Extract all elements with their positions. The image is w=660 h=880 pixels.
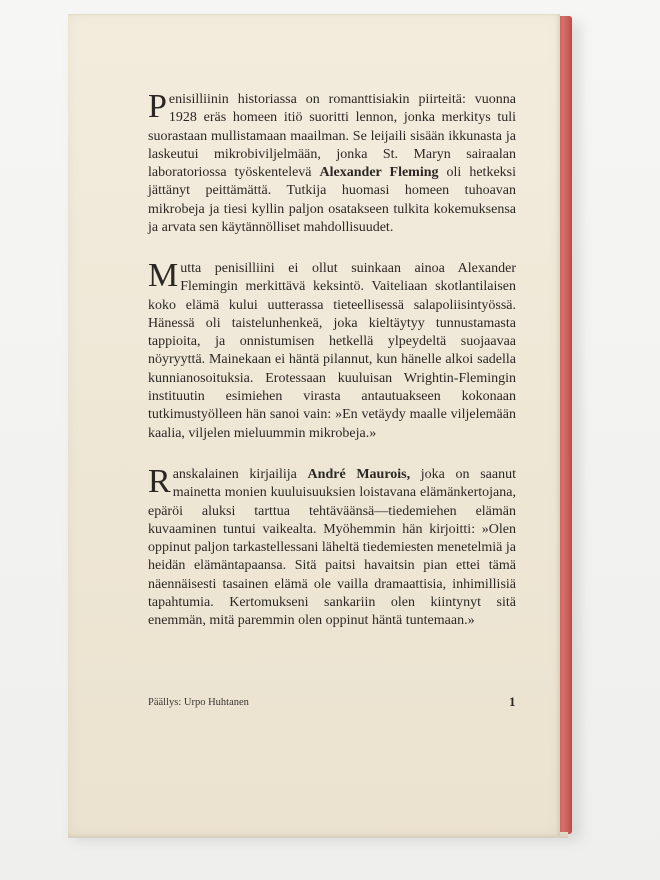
blurb-paragraph-1 xyxy=(148,88,516,237)
emphasis-name: André Maurois, xyxy=(307,467,411,482)
paragraph-text: oli hetkeksi jättänyt peittämättä. Tutkija huomasi homeen tuhoavan mikrobeja ja tiesi kyllin paljon osatakseen tulkita kokemuksensa ja arvata sen käytännölliset mahdollisuudet. xyxy=(148,165,516,236)
paragraph-text: utta penisilliini ei ollut suinkaan ainoa Alexander Flemingin merkittävä keksintö. Vaiteliaan skotlantilaisen koko elämä kului uutterassa tieteellisessä salapoliisintyössä. Hänessä oli taistelunhenkeä, joka kieltäytyy tunnustamasta tappioita, ja onnistumisen hetkellä ylpeydeltä suojaavaa nöyryyttä. Mainekaan ei häntä pilannut, kun hänelle alkoi sadella kunnianosoituksia. Erotessaan kuuluisan Wrightin-Flemingin instituutin esimiehen virasta antautuakseen kokonaan tutkimustyölleen hän sanoi vain: »En vetäydy maalle viljelemään kaalia, viljelen mieluummin mikrobeja.» xyxy=(148,261,516,441)
paragraph-text: joka on saanut mainetta monien kuuluisuuksien loistavana elämänkertojana, epäröi aluksi tarttua tehtäväänsä—tiedemiehen elämän kuvaaminen tuntui vaikealta. Myöhemmin hän kirjoitti: »Olen oppinut paljon tarkastellessani läheltä tiedemiesten menetelmiä ja heidän elämäntapaansa. Sitä paitsi havaitsin pian ettei tämä näennäisesti tasainen elämä ole vailla dramaattisia, inhimillisiä tapahtumia. Kertomukseni sankariin olen kiintynyt sitä enemmän, mitä paremmin olen oppinut häntä tuntemaan.» xyxy=(148,467,516,629)
blurb-paragraph-2 xyxy=(148,257,516,443)
blurb-paragraph-3 xyxy=(148,463,516,631)
emphasis-name: Alexander Fleming xyxy=(319,165,439,181)
cover-designer-credit: Päällys: Urpo Huhtanen xyxy=(148,697,249,708)
page-number: 1 xyxy=(509,694,516,709)
drop-cap: M xyxy=(148,257,179,294)
paragraph-text: enisilliinin historiassa on romanttisiakin piirteitä: vuonna 1928 eräs homeen itiö suoritti lennon, jonka merkitys tuli suorastaan mullistamaan maailman. Se leijaili sisään ikkunasta ja laskeutui mikrobiviljelmään, jonka St. Maryn sairaalan laboratoriossa työskentelevä xyxy=(148,92,516,181)
drop-cap: R xyxy=(148,463,171,500)
paragraph-text: anskalainen kirjailija xyxy=(172,467,308,482)
drop-cap: P xyxy=(148,88,167,125)
